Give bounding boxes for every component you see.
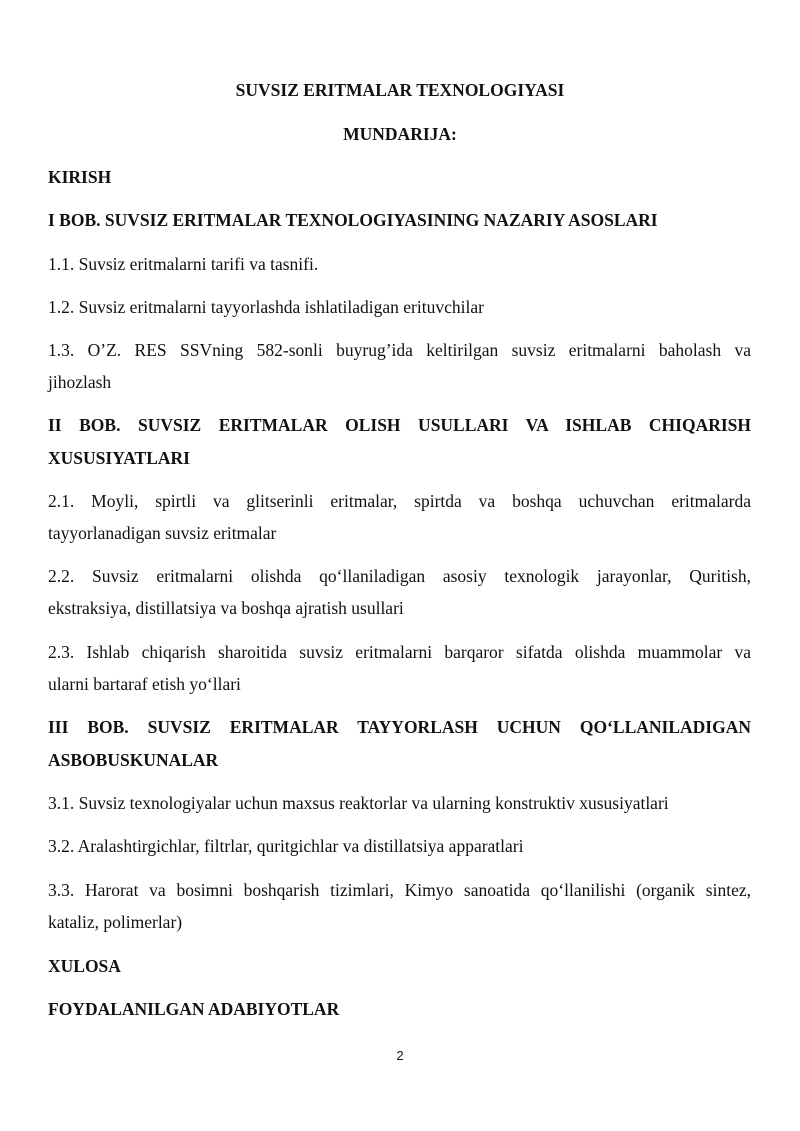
toc-item-2-3-line2: ularni bartaraf etish yo‘llari [48,674,241,694]
toc-item-2-2-line2: ekstraksiya, distillatsiya va boshqa ajratish usullari [48,598,404,618]
toc-item-references: FOYDALANILGAN ADABIYOTLAR [48,999,340,1019]
toc-item-3-3-line1: 3.3. Harorat va bosimni boshqarish tizimlari, Kimyo sanoatida qo‘llanilishi (organik sintez, [48,880,751,900]
toc-item-1-3-line2: jihozlash [48,372,112,392]
toc-chapter-2-line1: II BOB. SUVSIZ ERITMALAR OLISH USULLARI VA ISHLAB CHIQARISH [48,415,751,435]
toc-chapter-3-line2: ASBOBUSKUNALAR [48,750,219,770]
toc-chapter-3-line1: III BOB. SUVSIZ ERITMALAR TAYYORLASH UCHUN QO‘LLANILADIGAN [48,717,751,737]
document-title: SUVSIZ ERITMALAR TEXNOLOGIYASI [235,80,565,100]
toc-item-2-2-line1: 2.2. Suvsiz eritmalarni olishda qo‘llaniladigan asosiy texnologik jarayonlar, Quritish, [48,566,751,586]
toc-item-1-3-line1: 1.3. O’Z. RES SSVning 582-sonli buyrug’ida keltirilgan suvsiz eritmalarni baholash va [48,340,751,360]
toc-item-2-3-line1: 2.3. Ishlab chiqarish sharoitida suvsiz eritmalarni barqaror sifatda olishda muammolar va [48,642,751,662]
page-number: 2 [396,1048,404,1063]
toc-chapter-2-line2: XUSUSIYATLARI [48,448,190,468]
toc-item-3-2: 3.2. Aralashtirgichlar, filtrlar, quritgichlar va distillatsiya apparatlari [48,836,524,856]
toc-item-2-1-line1: 2.1. Moyli, spirtli va glitserinli eritmalar, spirtda va boshqa uchuvchan eritmalarda [48,491,751,511]
toc-heading: MUNDARIJA: [343,124,457,144]
toc-item-3-3-line2: kataliz, polimerlar) [48,912,183,932]
toc-item-1-1: 1.1. Suvsiz eritmalarni tarifi va tasnifi. [48,254,319,274]
toc-item-1-2: 1.2. Suvsiz eritmalarni tayyorlashda ishlatiladigan erituvchilar [48,297,484,317]
toc-item-3-1: 3.1. Suvsiz texnologiyalar uchun maxsus reaktorlar va ularning konstruktiv xususiyatlari [48,793,669,813]
toc-item-2-1-line2: tayyorlanadigan suvsiz eritmalar [48,523,277,543]
toc-chapter-1: I BOB. SUVSIZ ERITMALAR TEXNOLOGIYASINING NAZARIY ASOSLARI [48,210,658,230]
toc-item-conclusion: XULOSA [48,956,121,976]
toc-item-intro: KIRISH [48,167,112,187]
